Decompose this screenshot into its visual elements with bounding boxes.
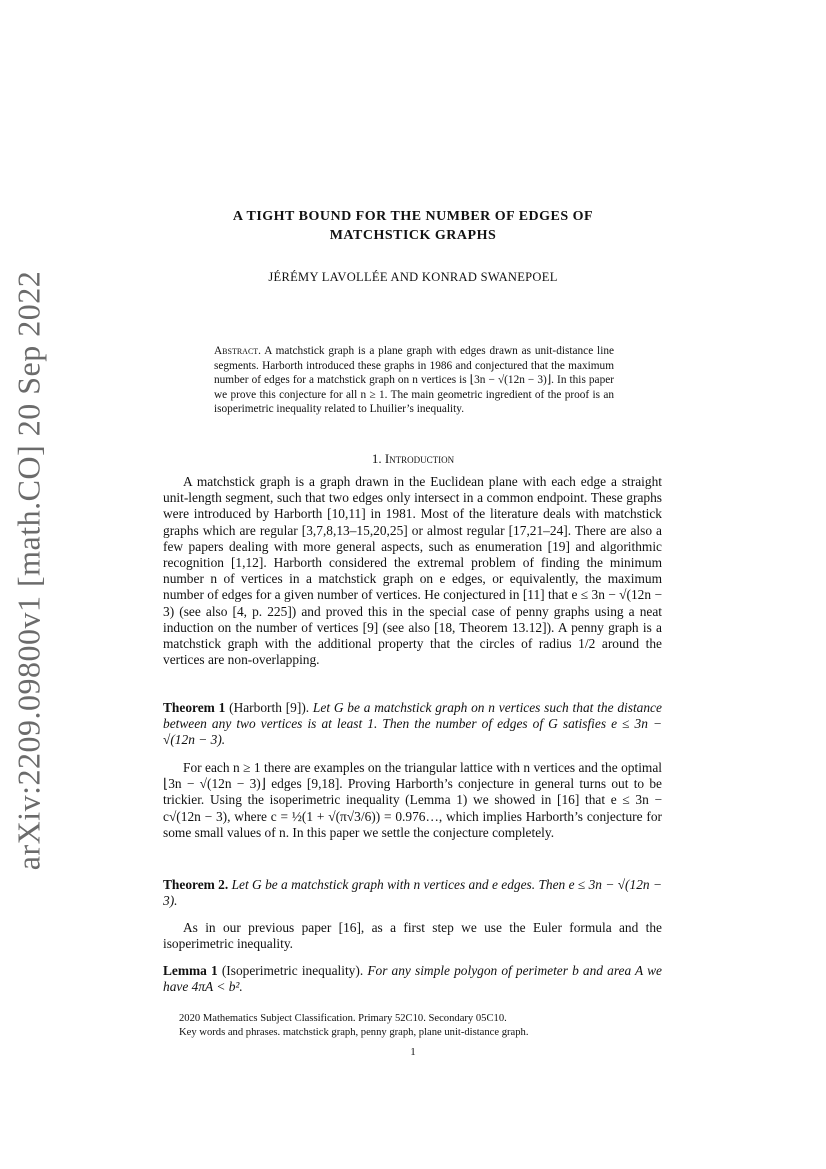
lemma-1-label: Lemma 1 <box>163 963 218 978</box>
page-number: 1 <box>410 1046 416 1058</box>
lemma-1 <box>163 963 662 995</box>
authors: JÉRÉMY LAVOLLÉE AND KONRAD SWANEPOEL <box>268 270 558 284</box>
abstract <box>214 344 614 417</box>
arxiv-stamp-text: arXiv:2209.09800v1 [math.CO] 20 Sep 2022 <box>10 270 47 870</box>
paper-title <box>160 207 666 245</box>
lemma-1-statement: For any simple polygon of perimeter b and area A we have 4πA < b². <box>163 963 662 995</box>
title-line-1: A TIGHT BOUND FOR THE NUMBER OF EDGES OF <box>232 209 594 224</box>
footnote-msc: 2020 Mathematics Subject Classification. Primary 52C10. Secondary 05C10. <box>179 1013 507 1024</box>
title-line-2: MATCHSTICK GRAPHS <box>329 228 497 243</box>
theorem-2 <box>163 877 662 909</box>
footnote-keywords: Key words and phrases. matchstick graph, penny graph, plane unit-distance graph. <box>179 1027 529 1038</box>
theorem-1-attribution: (Harborth [9]). <box>229 700 310 715</box>
intro-paragraph-3: As in our previous paper [16], as a first step we use the Euler formula and the isoperimetric inequality. <box>163 920 662 952</box>
abstract-label: Abstract. <box>214 345 261 357</box>
lemma-1-attribution: (Isoperimetric inequality). <box>221 963 364 978</box>
theorem-1 <box>163 700 662 749</box>
theorem-1-label: Theorem 1 <box>163 700 226 715</box>
footnotes <box>163 1012 662 1040</box>
theorem-1-statement: Let G be a matchstick graph on n vertices such that the distance between any two vertices is at least 1. Then the number of edges of G satisfies e ≤ 3n − √(12n − 3). <box>163 700 662 748</box>
section-heading: 1. Introduction <box>371 451 455 466</box>
abstract-text: A matchstick graph is a plane graph with edges drawn as unit-distance line segments. Harborth introduced these graphs in 1986 and conjectured that the maximum number of edges for a matchstick graph on n vertices is ⌊3n − √(12n − 3)⌋. In this paper we prove this conjecture for all n ≥ 1. The main geometric ingredient of the proof is an isoperimetric inequality related to Lhuilier’s inequality. <box>214 345 614 416</box>
intro-paragraph-2: For each n ≥ 1 there are examples on the triangular lattice with n vertices and the optimal ⌊3n − √(12n − 3)⌋ edges [9,18]. Proving Harborth’s conjecture in general turns out to be trickier. Using the isoperimetric inequality (Lemma 1) we showed in [16] that e ≤ 3n − c√(12n − 3), where c = ½(1 + √(π√3/6)) = 0.976…, which implies Harborth’s conjecture for some small values of n. In this paper we settle the conjecture completely. <box>163 760 662 840</box>
arxiv-stamp <box>6 270 52 870</box>
theorem-2-label: Theorem 2. <box>163 877 229 892</box>
theorem-2-statement: Let G be a matchstick graph with n vertices and e edges. Then e ≤ 3n − √(12n − 3). <box>163 877 662 909</box>
intro-paragraph-1: A matchstick graph is a graph drawn in the Euclidean plane with each edge a straight unit-length segment, such that two edges only intersect in a common endpoint. These graphs were introduced by Harborth [10,11] in 1981. Most of the literature deals with matchstick graphs which are regular [3,7,8,13–15,20,25] or almost regular [17,21–24]. There are also a few papers dealing with more general aspects, such as enumeration [19] and algorithmic recognition [1,12]. Harborth considered the extremal problem of finding the minimum number n of vertices in a matchstick graph on e edges, or equivalently, the maximum number of edges for a given number of vertices. He conjectured in [11] that e ≤ 3n − √(12n − 3) (see also [4, p. 225]) and proved this in the special case of penny graphs using a neat induction on the number of vertices [9] (see also [18, Theorem 13.12]). A penny graph is a matchstick graph with the additional property that the circles of radius 1/2 around the vertices are non-overlapping. <box>163 474 662 668</box>
